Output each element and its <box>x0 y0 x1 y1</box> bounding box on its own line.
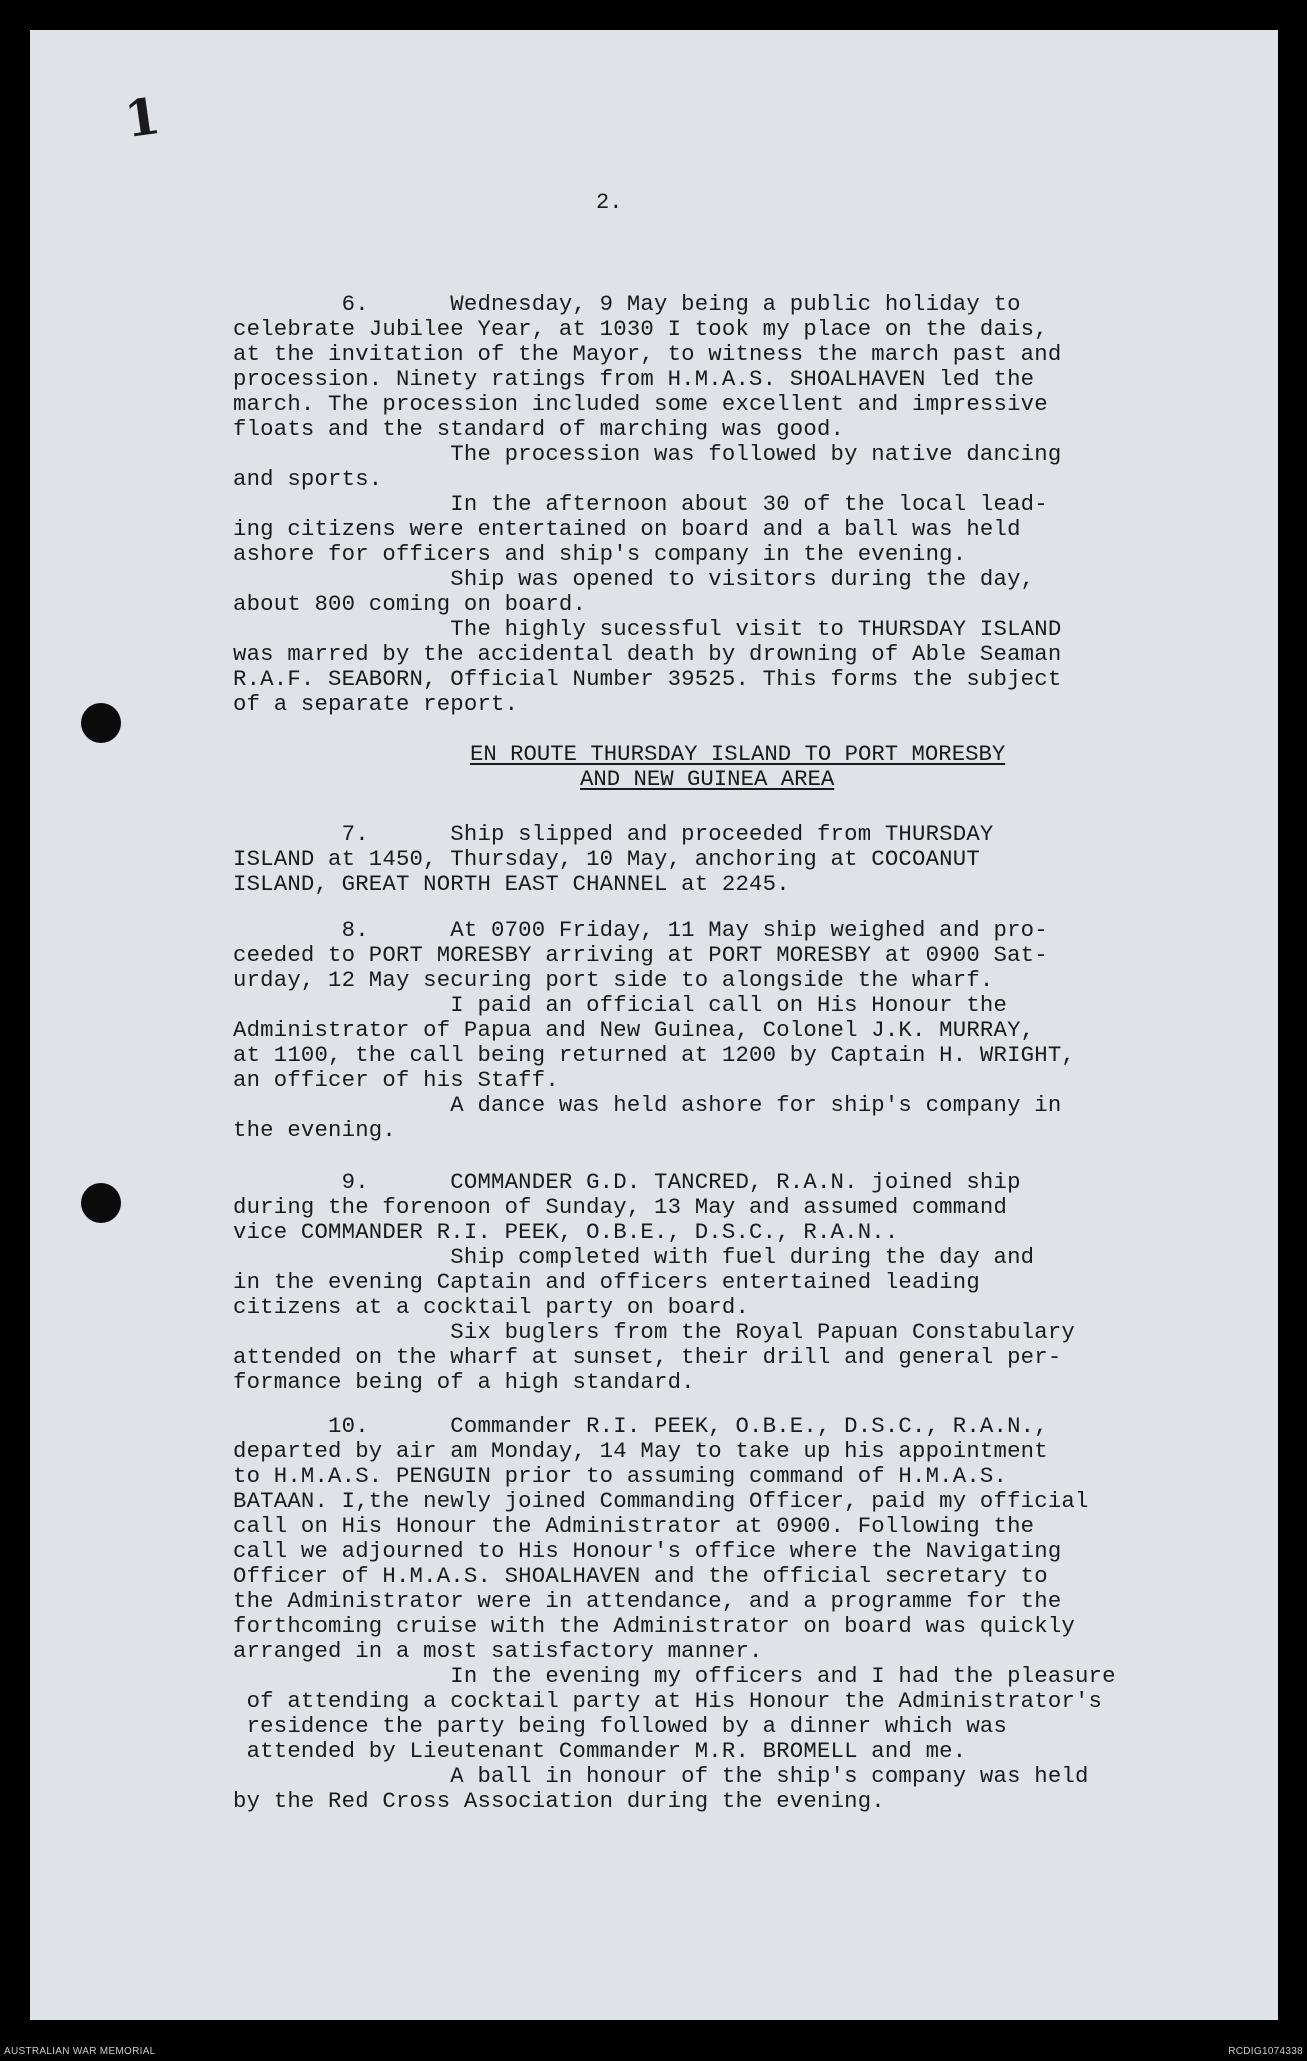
text-line: of a separate report. <box>233 691 519 717</box>
text-line: attended on the wharf at sunset, their drill and general per- <box>233 1344 1062 1370</box>
text-line: 6. Wednesday, 9 May being a public holiday to <box>233 291 1021 317</box>
text-line: 8. At 0700 Friday, 11 May ship weighed and pro- <box>233 917 1048 943</box>
text-line: 9. COMMANDER G.D. TANCRED, R.A.N. joined ship <box>233 1169 1021 1195</box>
text-line: 10. Commander R.I. PEEK, O.B.E., D.S.C., R.A.N., <box>233 1413 1048 1439</box>
text-line: Ship was opened to visitors during the day, <box>233 566 1035 592</box>
footer-id: RCDIG1074338 <box>1228 2046 1303 2057</box>
text-line: by the Red Cross Association during the evening. <box>233 1788 885 1814</box>
text-line: arranged in a most satisfactory manner. <box>233 1638 763 1664</box>
text-line: the Administrator were in attendance, and a programme for the <box>233 1588 1062 1614</box>
text-line: citizens at a cocktail party on board. <box>233 1294 750 1320</box>
text-line: ing citizens were entertained on board and a ball was held <box>233 516 1021 542</box>
text-line: call on His Honour the Administrator at 0900. Following the <box>233 1513 1035 1539</box>
text-line: at the invitation of the Mayor, to witness the march past and <box>233 341 1062 367</box>
section-heading: AND NEW GUINEA AREA <box>580 766 835 792</box>
footer-source: AUSTRALIAN WAR MEMORIAL <box>4 2046 156 2057</box>
text-line: Administrator of Papua and New Guinea, Colonel J.K. MURRAY, <box>233 1017 1035 1043</box>
text-line: 7. Ship slipped and proceeded from THURSDAY <box>233 821 994 847</box>
text-line: ceeded to PORT MORESBY arriving at PORT MORESBY at 0900 Sat- <box>233 942 1048 968</box>
text-line: ISLAND, GREAT NORTH EAST CHANNEL at 2245. <box>233 871 790 897</box>
text-line: urday, 12 May securing port side to alongside the wharf. <box>233 967 994 993</box>
text-line: at 1100, the call being returned at 1200 by Captain H. WRIGHT, <box>233 1042 1075 1068</box>
text-line: attended by Lieutenant Commander M.R. BROMELL and me. <box>233 1738 967 1764</box>
text-line: BATAAN. I,the newly joined Commanding Officer, paid my official <box>233 1488 1089 1514</box>
text-line: march. The procession included some excellent and impressive <box>233 391 1048 417</box>
margin-mark: 1 <box>121 85 164 150</box>
text-line: Ship completed with fuel during the day and <box>233 1244 1035 1270</box>
text-line: residence the party being followed by a dinner which was <box>233 1713 1008 1739</box>
text-line: floats and the standard of marching was good. <box>233 416 845 442</box>
text-line: was marred by the accidental death by drowning of Able Seaman <box>233 641 1062 667</box>
text-line: procession. Ninety ratings from H.M.A.S. SHOALHAVEN led the <box>233 366 1035 392</box>
text-line: In the afternoon about 30 of the local lead- <box>233 491 1048 517</box>
text-line: In the evening my officers and I had the pleasure <box>233 1663 1116 1689</box>
text-line: The procession was followed by native dancing <box>233 441 1062 467</box>
section-heading: EN ROUTE THURSDAY ISLAND TO PORT MORESBY <box>470 741 1006 767</box>
punch-hole <box>81 1183 121 1223</box>
text-line: call we adjourned to His Honour's office where the Navigating <box>233 1538 1062 1564</box>
text-line: an officer of his Staff. <box>233 1067 559 1093</box>
text-line: to H.M.A.S. PENGUIN prior to assuming command of H.M.A.S. <box>233 1463 1008 1489</box>
page-number: 2. <box>596 190 623 215</box>
text-line: departed by air am Monday, 14 May to take up his appointment <box>233 1438 1048 1464</box>
text-line: ashore for officers and ship's company in the evening. <box>233 541 967 567</box>
text-line: I paid an official call on His Honour the <box>233 992 1008 1018</box>
text-line: about 800 coming on board. <box>233 591 587 617</box>
text-line: celebrate Jubilee Year, at 1030 I took my place on the dais, <box>233 316 1048 342</box>
text-line: during the forenoon of Sunday, 13 May and assumed command <box>233 1194 1008 1220</box>
text-line: R.A.F. SEABORN, Official Number 39525. This forms the subject <box>233 666 1062 692</box>
text-line: and sports. <box>233 466 383 492</box>
text-line: formance being of a high standard. <box>233 1369 695 1395</box>
text-line: ISLAND at 1450, Thursday, 10 May, anchoring at COCOANUT <box>233 846 980 872</box>
text-line: A ball in honour of the ship's company was held <box>233 1763 1089 1789</box>
text-line: Six buglers from the Royal Papuan Constabulary <box>233 1319 1075 1345</box>
punch-hole <box>81 703 121 743</box>
text-line: forthcoming cruise with the Administrator on board was quickly <box>233 1613 1075 1639</box>
text-line: A dance was held ashore for ship's company in <box>233 1092 1062 1118</box>
text-line: in the evening Captain and officers entertained leading <box>233 1269 980 1295</box>
text-line: of attending a cocktail party at His Honour the Administrator's <box>233 1688 1103 1714</box>
text-line: The highly sucessful visit to THURSDAY ISLAND <box>233 616 1062 642</box>
text-line: Officer of H.M.A.S. SHOALHAVEN and the official secretary to <box>233 1563 1048 1589</box>
text-line: the evening. <box>233 1117 396 1143</box>
text-line: vice COMMANDER R.I. PEEK, O.B.E., D.S.C., R.A.N.. <box>233 1219 899 1245</box>
